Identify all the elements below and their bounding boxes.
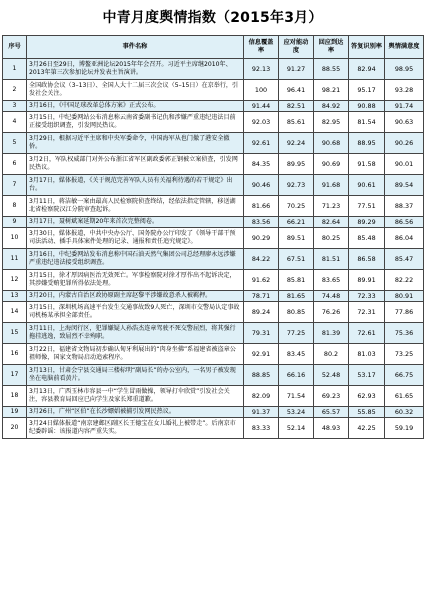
satisfaction-value: 80.91 <box>385 291 424 302</box>
table-row <box>3 386 424 407</box>
response-value: 89.51 <box>279 228 314 249</box>
coverage-value: 88.85 <box>244 365 279 386</box>
reach-value: 71.23 <box>314 196 349 217</box>
header-coverage: 信息覆盖率 <box>244 36 279 59</box>
table-header-row <box>3 36 424 59</box>
event-name: 3月2日，军队权威部门对外公布浙江省军区副政委郭正钢被立案侦查，引发网民热议。 <box>27 154 244 175</box>
event-name: 3月16日，《中国足球改革总体方案》正式公布。 <box>27 101 244 112</box>
satisfaction-value: 90.26 <box>385 133 424 154</box>
event-name: 3月26日，广州“区伯”在长沙嫖娼被捕引发网民热议。 <box>27 407 244 418</box>
table-row <box>3 407 424 418</box>
satisfaction-value: 75.36 <box>385 323 424 344</box>
table-row <box>3 344 424 365</box>
satisfaction-value: 86.04 <box>385 228 424 249</box>
recognition-value: 85.48 <box>349 228 385 249</box>
event-name: 3月13日，广西玉林市容县一中“学生冒雨做操，领导打伞欣赏”引发社会关注，容县教育局回应已向学生及家长郑重道歉。 <box>27 386 244 407</box>
response-value: 67.51 <box>279 249 314 270</box>
event-name: 全国政协会议（3–13日）、全国人大十二届三次会议（5–15日）在京举行，引发社会关注。 <box>27 80 244 101</box>
response-value: 81.65 <box>279 291 314 302</box>
row-index: 6 <box>3 154 27 175</box>
response-value: 83.45 <box>279 344 314 365</box>
response-value: 92.24 <box>279 133 314 154</box>
recognition-value: 42.25 <box>349 418 385 439</box>
table-row <box>3 270 424 291</box>
row-index: 5 <box>3 133 27 154</box>
event-name: 3月11日，蒋洁敏一案由最高人民检察院侦查终结，经依法指定管辖，移送湖北省检察院汉江分院审查起诉。 <box>27 196 244 217</box>
sentiment-index-table <box>2 35 424 439</box>
row-index: 15 <box>3 323 27 344</box>
row-index: 7 <box>3 175 27 196</box>
recognition-value: 62.93 <box>349 386 385 407</box>
recognition-value: 55.85 <box>349 407 385 418</box>
recognition-value: 90.88 <box>349 101 385 112</box>
response-value: 82.51 <box>279 101 314 112</box>
response-value: 71.54 <box>279 386 314 407</box>
satisfaction-value: 85.47 <box>385 249 424 270</box>
table-row <box>3 217 424 228</box>
reach-value: 80.25 <box>314 228 349 249</box>
reach-value: 84.92 <box>314 101 349 112</box>
event-name: 3月15日，徐才厚因病医治无效死亡。军事检察院对徐才厚作出不起诉决定，其涉嫌受贿犯罪所得依法处理。 <box>27 270 244 291</box>
table-row <box>3 154 424 175</box>
table-row <box>3 133 424 154</box>
row-index: 20 <box>3 418 27 439</box>
reach-value: 76.26 <box>314 302 349 323</box>
recognition-value: 53.17 <box>349 365 385 386</box>
reach-value: 82.64 <box>314 217 349 228</box>
satisfaction-value: 91.74 <box>385 101 424 112</box>
satisfaction-value: 88.37 <box>385 196 424 217</box>
table-row <box>3 196 424 217</box>
event-name: 3月15日，中纪委网站公布消息称云南省委副书记仇和涉嫌严重违纪违法目前正接受组织调查，引发网民热议。 <box>27 112 244 133</box>
reach-value: 65.57 <box>314 407 349 418</box>
response-value: 91.27 <box>279 59 314 80</box>
satisfaction-value: 89.54 <box>385 175 424 196</box>
recognition-value: 81.54 <box>349 112 385 133</box>
response-value: 89.95 <box>279 154 314 175</box>
recognition-value: 91.58 <box>349 154 385 175</box>
coverage-value: 91.44 <box>244 101 279 112</box>
coverage-value: 78.71 <box>244 291 279 302</box>
row-index: 14 <box>3 302 27 323</box>
recognition-value: 81.03 <box>349 344 385 365</box>
reach-value: 74.48 <box>314 291 349 302</box>
satisfaction-value: 98.95 <box>385 59 424 80</box>
recognition-value: 89.91 <box>349 270 385 291</box>
event-name: 3月16日，中纪委网站发布消息称中国石油天然气集团公司总经理廖永远涉嫌严重违纪违法接受组织调查。 <box>27 249 244 270</box>
response-value: 53.24 <box>279 407 314 418</box>
recognition-value: 95.17 <box>349 80 385 101</box>
event-name: 3月13日，甘肃会宁县交通局三楼标明“副局长”的办公室内，一名男子被发现坐在电脑前看黄片。 <box>27 365 244 386</box>
satisfaction-value: 66.75 <box>385 365 424 386</box>
header-satisfaction: 舆情满意度 <box>385 36 424 59</box>
reach-value: 90.69 <box>314 154 349 175</box>
reach-value: 90.68 <box>314 133 349 154</box>
recognition-value: 88.95 <box>349 133 385 154</box>
table-row <box>3 112 424 133</box>
event-name: 3月29日，根据习近平主席和中央军委命令，中国海军从也门撤了港安全撤侨。 <box>27 133 244 154</box>
response-value: 66.16 <box>279 365 314 386</box>
table-row <box>3 365 424 386</box>
coverage-value: 89.24 <box>244 302 279 323</box>
coverage-value: 83.56 <box>244 217 279 228</box>
coverage-value: 79.31 <box>244 323 279 344</box>
row-index: 19 <box>3 407 27 418</box>
coverage-value: 91.62 <box>244 270 279 291</box>
coverage-value: 92.03 <box>244 112 279 133</box>
row-index: 12 <box>3 270 27 291</box>
table-row <box>3 323 424 344</box>
table-row <box>3 291 424 302</box>
satisfaction-value: 93.28 <box>385 80 424 101</box>
event-name: 3月26日至29日，博鳌亚洲论坛2015年年会召开。习近平主席继2010年、2013年第三次参加论坛并发表主旨演讲。 <box>27 59 244 80</box>
table-row <box>3 59 424 80</box>
response-value: 85.81 <box>279 270 314 291</box>
satisfaction-value: 90.63 <box>385 112 424 133</box>
row-index: 11 <box>3 249 27 270</box>
row-index: 9 <box>3 217 27 228</box>
page-title: 中青月度舆情指数（2015年3月） <box>102 10 323 26</box>
table-row <box>3 101 424 112</box>
row-index: 3 <box>3 101 27 112</box>
satisfaction-value: 82.22 <box>385 270 424 291</box>
row-index: 4 <box>3 112 27 133</box>
table-row <box>3 249 424 270</box>
recognition-value: 89.29 <box>349 217 385 228</box>
coverage-value: 100 <box>244 80 279 101</box>
row-index: 18 <box>3 386 27 407</box>
satisfaction-value: 61.65 <box>385 386 424 407</box>
recognition-value: 72.31 <box>349 302 385 323</box>
table-row <box>3 175 424 196</box>
event-name: 3月11日，上海闵行区，犯罪嫌疑人孙浩杰连章驾驶不死交警屈烈，将其强行拖挂逃逸，致屈烈不幸殉职。 <box>27 323 244 344</box>
response-value: 70.25 <box>279 196 314 217</box>
row-index: 10 <box>3 228 27 249</box>
table-row <box>3 228 424 249</box>
table-row <box>3 418 424 439</box>
reach-value: 91.68 <box>314 175 349 196</box>
event-name: 3月17日，聂树斌案延期20年来首次完整阅卷。 <box>27 217 244 228</box>
header-response: 应对能动度 <box>279 36 314 59</box>
event-name: 3月22日，福建省文物局初步确认甸牙利展出的“肉身坐佛”系福建省被盗章公祖师像，国家文物局启动追索程序。 <box>27 344 244 365</box>
response-value: 52.14 <box>279 418 314 439</box>
recognition-value: 77.51 <box>349 196 385 217</box>
coverage-value: 84.35 <box>244 154 279 175</box>
reach-value: 82.95 <box>314 112 349 133</box>
response-value: 85.61 <box>279 112 314 133</box>
event-name: 3月20日，内蒙古自治区政协原副主席赵黎平涉嫌故意杀人被羁押。 <box>27 291 244 302</box>
recognition-value: 72.33 <box>349 291 385 302</box>
event-name: 3月30日，媒体报道，中共中央办公厅、国务院办公厅印发了《领导干部干预司法活动、插手具体案件处理的记录、通报和责任追究规定》。 <box>27 228 244 249</box>
reach-value: 69.23 <box>314 386 349 407</box>
header-index: 序号 <box>3 36 27 59</box>
recognition-value: 72.61 <box>349 323 385 344</box>
satisfaction-value: 77.86 <box>385 302 424 323</box>
reach-value: 88.55 <box>314 59 349 80</box>
coverage-value: 92.91 <box>244 344 279 365</box>
response-value: 96.41 <box>279 80 314 101</box>
coverage-value: 84.22 <box>244 249 279 270</box>
coverage-value: 92.61 <box>244 133 279 154</box>
reach-value: 52.48 <box>314 365 349 386</box>
recognition-value: 90.61 <box>349 175 385 196</box>
reach-value: 48.93 <box>314 418 349 439</box>
response-value: 77.25 <box>279 323 314 344</box>
coverage-value: 92.13 <box>244 59 279 80</box>
satisfaction-value: 73.25 <box>385 344 424 365</box>
satisfaction-value: 60.32 <box>385 407 424 418</box>
event-name: 3月24日媒体报道“南京建邺区副区长王德宝在女儿婚礼上被带走”。后南京市纪委辟谣：该报道内容严重失实。 <box>27 418 244 439</box>
reach-value: 81.51 <box>314 249 349 270</box>
row-index: 1 <box>3 59 27 80</box>
coverage-value: 90.29 <box>244 228 279 249</box>
coverage-value: 82.09 <box>244 386 279 407</box>
response-value: 80.85 <box>279 302 314 323</box>
header-recognition: 答复识别率 <box>349 36 385 59</box>
recognition-value: 82.94 <box>349 59 385 80</box>
reach-value: 80.2 <box>314 344 349 365</box>
row-index: 17 <box>3 365 27 386</box>
row-index: 2 <box>3 80 27 101</box>
coverage-value: 83.33 <box>244 418 279 439</box>
header-event-name: 事件名称 <box>27 36 244 59</box>
event-name: 3月15日，深圳机场高速平台发生交通事故致9人死亡，深圳市交警局认定事故司机杨某承担全部责任。 <box>27 302 244 323</box>
coverage-value: 91.37 <box>244 407 279 418</box>
header-reach: 回应到达率 <box>314 36 349 59</box>
response-value: 92.73 <box>279 175 314 196</box>
satisfaction-value: 59.19 <box>385 418 424 439</box>
table-row <box>3 80 424 101</box>
coverage-value: 90.46 <box>244 175 279 196</box>
event-name: 3月17日，媒体报道，《关于规范完善军队人员有关福利待遇的若干规定》出台。 <box>27 175 244 196</box>
reach-value: 98.21 <box>314 80 349 101</box>
row-index: 16 <box>3 344 27 365</box>
recognition-value: 86.58 <box>349 249 385 270</box>
reach-value: 83.65 <box>314 270 349 291</box>
response-value: 66.21 <box>279 217 314 228</box>
satisfaction-value: 86.56 <box>385 217 424 228</box>
row-index: 13 <box>3 291 27 302</box>
reach-value: 81.39 <box>314 323 349 344</box>
row-index: 8 <box>3 196 27 217</box>
table-row <box>3 302 424 323</box>
coverage-value: 81.66 <box>244 196 279 217</box>
satisfaction-value: 90.01 <box>385 154 424 175</box>
